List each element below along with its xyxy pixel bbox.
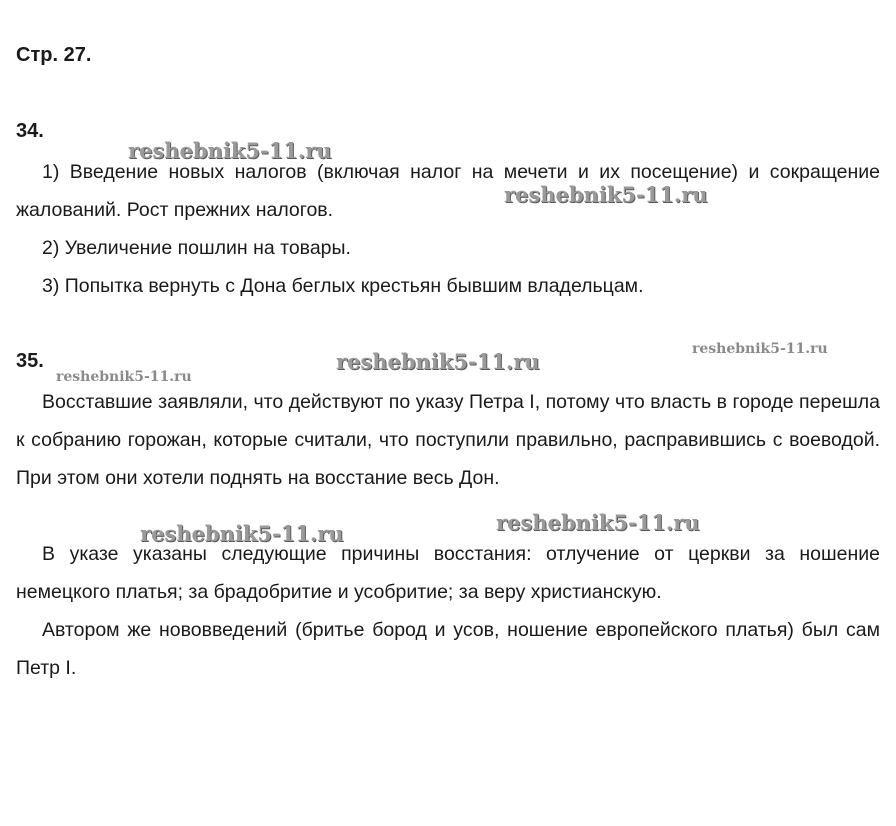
watermark: reshebnik5-11.ru — [504, 182, 708, 207]
task-34-paragraph-3: 3) Попытка вернуть с Дона беглых крестьян бывшим владельцам. — [42, 275, 644, 297]
watermark: reshebnik5-11.ru — [56, 369, 192, 385]
page-header: Стр. 27. — [16, 44, 92, 66]
task-35-paragraph-2: В указе указаны следующие причины восстания: отлучение от церкви за ношение немецкого платья; за брадобритие и усобритие; за веру христианскую. — [16, 543, 880, 603]
task-34-paragraph-2: 2) Увеличение пошлин на товары. — [42, 237, 351, 259]
task-35-number: 35. — [16, 350, 44, 372]
watermark: reshebnik5-11.ru — [128, 138, 332, 163]
watermark: reshebnik5-11.ru — [336, 349, 540, 374]
watermark: reshebnik5-11.ru — [496, 510, 700, 535]
task-35-paragraph-3: Автором же нововведений (бритье бород и усов, ношение европейского платья) был сам Петр I. — [16, 619, 880, 679]
task-34-number: 34. — [16, 120, 44, 142]
watermark: reshebnik5-11.ru — [140, 521, 344, 546]
task-34-paragraph-1: 1) Введение новых налогов (включая налог на мечети и их посещение) и сокращение жалований. Рост прежних налогов. — [16, 161, 880, 221]
watermark: reshebnik5-11.ru — [692, 341, 828, 357]
task-35-paragraph-1: Восставшие заявляли, что действуют по указу Петра I, потому что власть в городе перешла к собранию горожан, которые считали, что поступили правильно, расправившись с воеводой. При этом они хотели поднять на восстание весь Дон. — [16, 391, 880, 489]
